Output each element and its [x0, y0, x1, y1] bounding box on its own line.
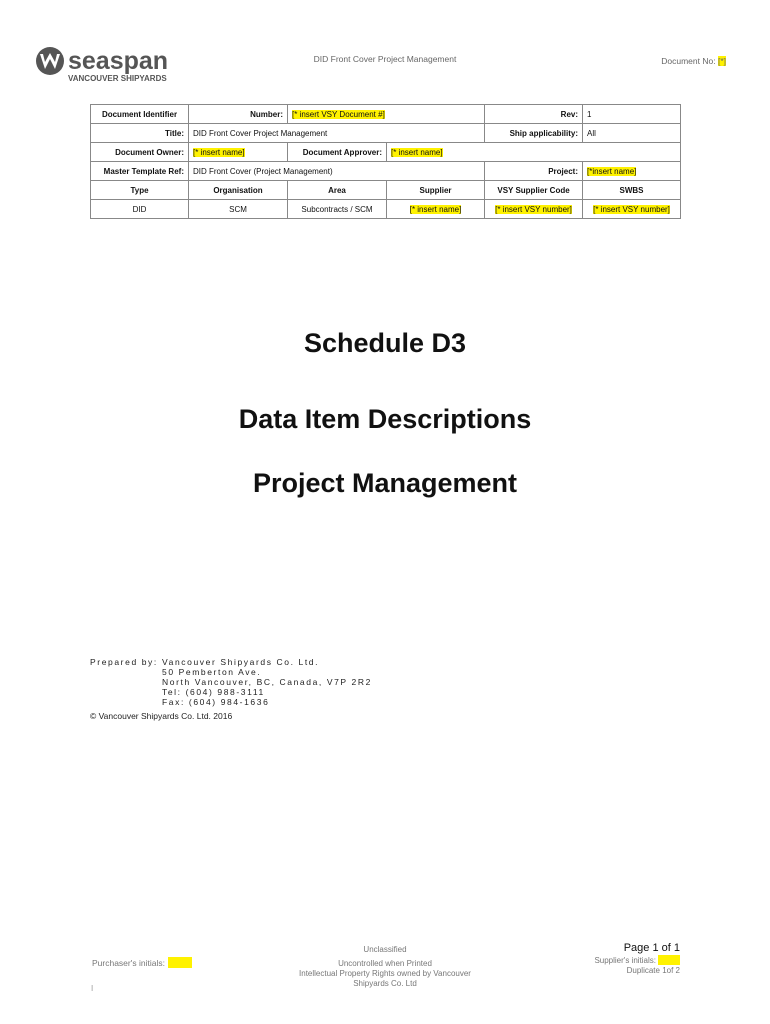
cell-vsy-supplier-code — [485, 200, 583, 219]
header-doc-title: DID Front Cover Project Management — [313, 54, 457, 64]
col-organisation: Organisation — [189, 181, 288, 200]
col-type: Type — [91, 181, 189, 200]
owner-value[interactable]: [* insert name] — [193, 147, 245, 157]
doc-no-label: Document No: — [661, 56, 716, 66]
master-template-value: DID Front Cover (Project Management) — [189, 162, 485, 181]
cell-swbs — [583, 200, 681, 219]
owner-label: Document Owner: — [91, 143, 189, 162]
col-vsy-supplier-code: VSY Supplier Code — [485, 181, 583, 200]
address-line: 50 Pemberton Ave. — [162, 667, 262, 677]
document-identifier-label: Document Identifier — [91, 105, 189, 124]
prepared-by-label: Prepared by: — [90, 657, 158, 667]
master-template-label: Master Template Ref: — [91, 162, 189, 181]
col-swbs: SWBS — [583, 181, 681, 200]
duplicate-note: Duplicate 1of 2 — [626, 966, 680, 975]
approver-value[interactable]: [* insert name] — [391, 147, 443, 157]
logo-wordmark: seaspan — [68, 47, 169, 75]
supplier-value[interactable]: [* insert name] — [409, 204, 462, 214]
address-line: Fax: (604) 984-1636 — [162, 697, 270, 707]
pm-title: Project Management — [252, 468, 518, 498]
col-area: Area — [288, 181, 387, 200]
cell-area: Subcontracts / SCM — [288, 200, 387, 219]
table-row — [91, 162, 681, 181]
swbs-value[interactable]: [* insert VSY number] — [593, 204, 670, 214]
supplier-initials-label: Supplier's initials: — [594, 956, 656, 965]
table-header-row — [91, 181, 681, 200]
corner-mark: I — [91, 984, 94, 993]
classification: Unclassified — [363, 945, 407, 954]
purchaser-initials-field[interactable] — [168, 957, 192, 968]
approver-label: Document Approver: — [288, 143, 387, 162]
page-number: Page 1 of 1 — [623, 942, 680, 954]
address-line: Tel: (604) 988-3111 — [162, 687, 265, 697]
table-row — [91, 143, 681, 162]
did-title: Data Item Descriptions — [238, 404, 532, 434]
seaspan-logo-mark — [34, 44, 194, 86]
number-value[interactable]: [* insert VSY Document #] — [292, 109, 385, 119]
project-value[interactable]: [*insert name] — [587, 166, 637, 176]
owner-cell — [189, 143, 288, 162]
title-value: DID Front Cover Project Management — [189, 124, 485, 143]
seaspan-logo — [34, 44, 194, 86]
ship-applicability-label: Ship applicability: — [485, 124, 583, 143]
logo-subtext: VANCOUVER SHIPYARDS — [68, 74, 167, 83]
number-cell — [288, 105, 485, 124]
table-row — [91, 105, 681, 124]
approver-cell — [387, 143, 681, 162]
purchaser-initials-label: Purchaser's initials: — [92, 958, 165, 968]
project-cell — [583, 162, 681, 181]
ship-applicability-value: All — [583, 124, 681, 143]
rev-value: 1 — [583, 105, 681, 124]
uncontrolled-note: Uncontrolled when Printed — [338, 959, 432, 968]
footer-center — [285, 945, 485, 989]
table-row — [91, 124, 681, 143]
rev-label: Rev: — [485, 105, 583, 124]
document-identifier-table — [90, 104, 681, 219]
schedule-title: Schedule D3 — [303, 328, 467, 358]
supplier-initials-field[interactable] — [658, 955, 680, 965]
address-line: Vancouver Shipyards Co. Ltd. — [162, 657, 320, 667]
purchaser-initials — [92, 957, 192, 968]
ip-note-line: Intellectual Property Rights owned by Vancouver — [299, 969, 471, 978]
cell-supplier — [387, 200, 485, 219]
copyright-notice: © Vancouver Shipyards Co. Ltd. 2016 — [90, 711, 233, 721]
cell-type: DID — [91, 200, 189, 219]
title-label: Title: — [91, 124, 189, 143]
table-row — [91, 200, 681, 219]
col-supplier: Supplier — [387, 181, 485, 200]
number-label: Number: — [189, 105, 288, 124]
ip-note-line: Shipyards Co. Ltd — [353, 979, 417, 988]
prepared-by-address — [162, 657, 372, 707]
project-label: Project: — [485, 162, 583, 181]
doc-no-value[interactable]: [*] — [717, 56, 726, 66]
address-line: North Vancouver, BC, Canada, V7P 2R2 — [162, 677, 372, 687]
supplier-initials — [594, 955, 680, 966]
footer-right — [594, 943, 680, 976]
header-doc-number — [661, 56, 726, 66]
cell-organisation: SCM — [189, 200, 288, 219]
vsy-supplier-code-value[interactable]: [* insert VSY number] — [495, 204, 572, 214]
